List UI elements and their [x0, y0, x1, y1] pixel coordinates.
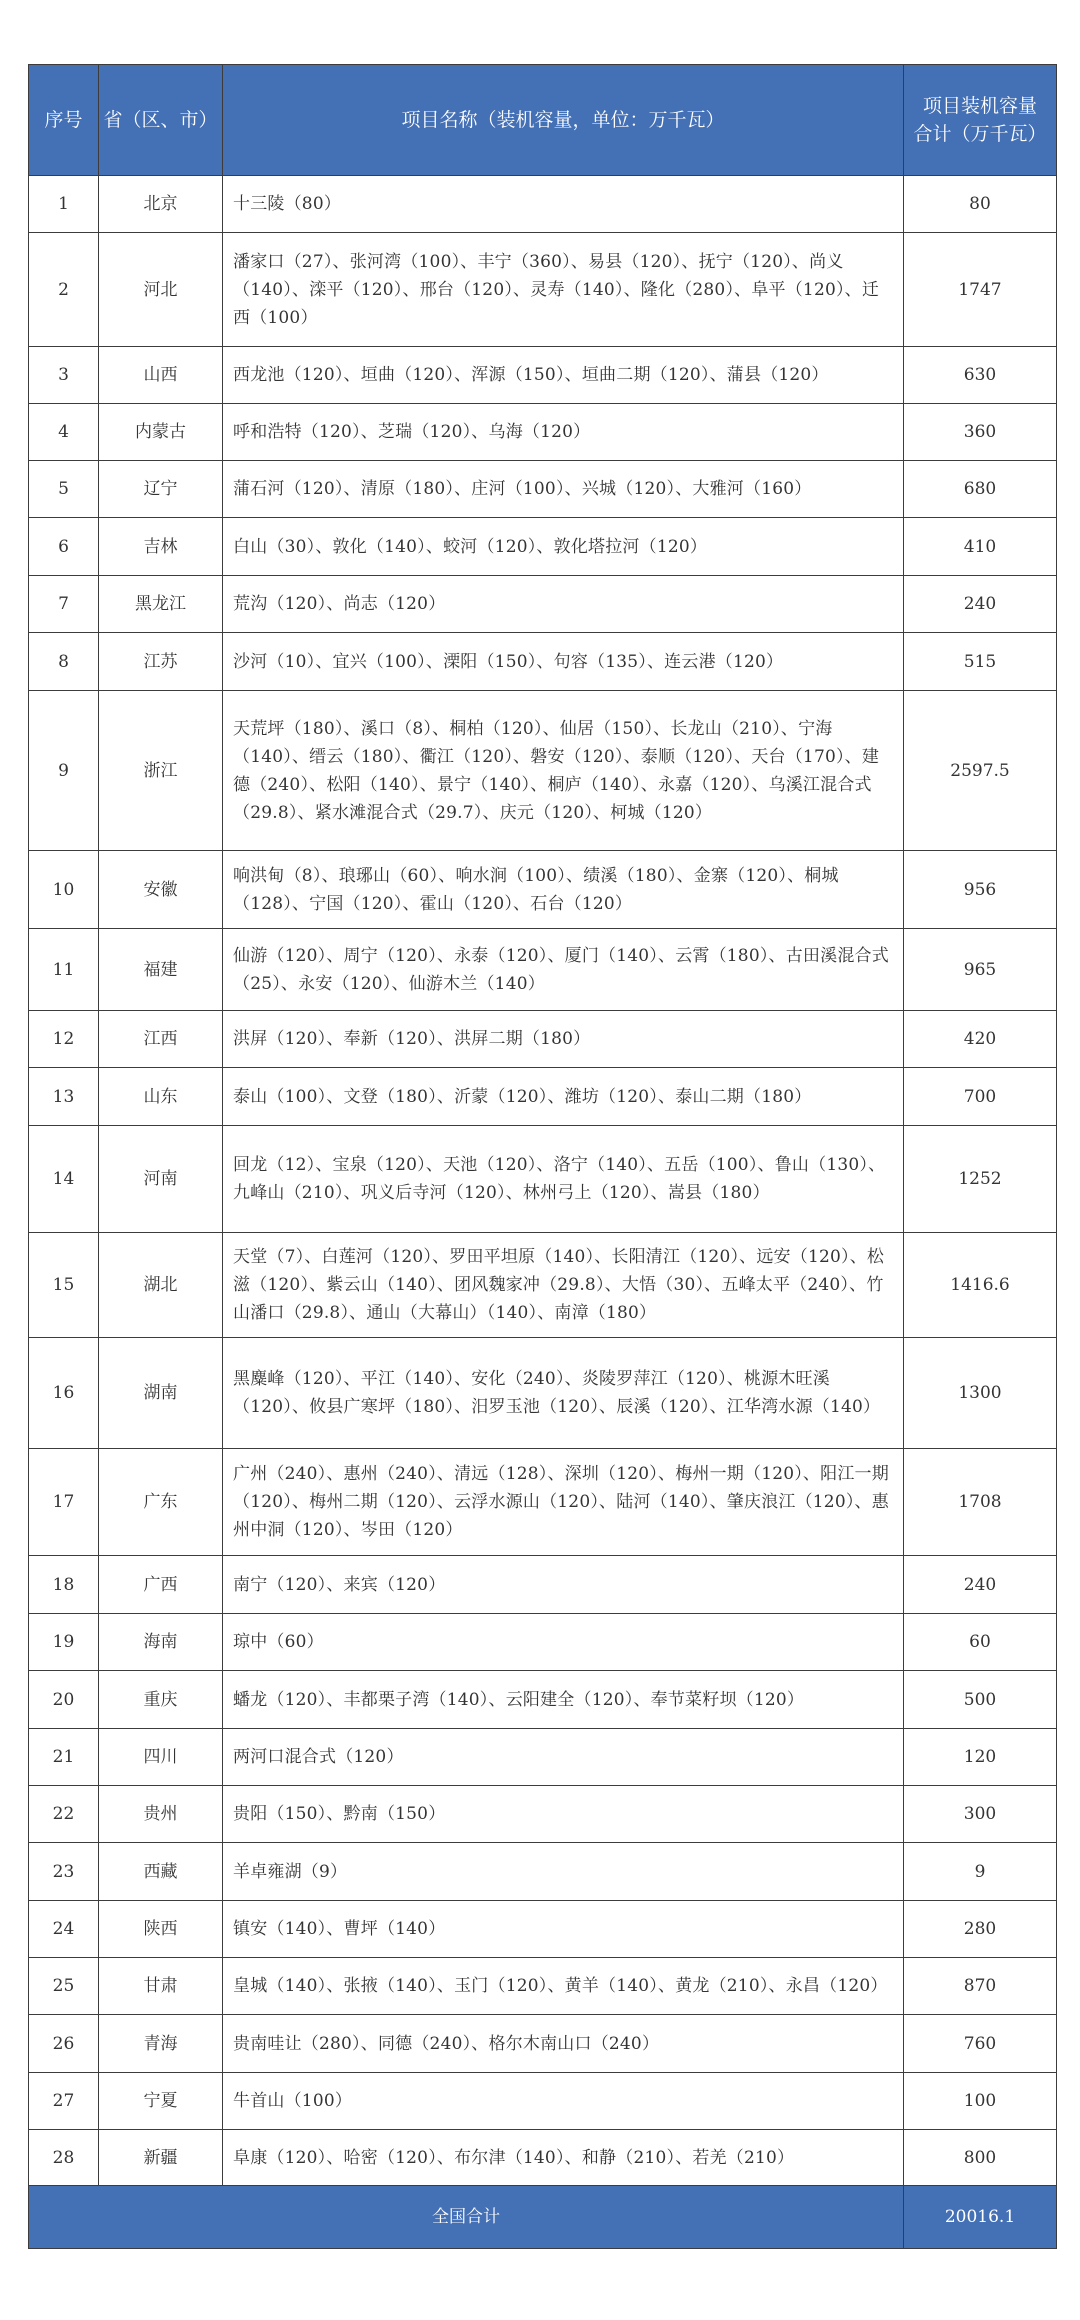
row-no: 25: [29, 1958, 99, 2015]
row-no: 2: [29, 233, 99, 347]
row-no: 26: [29, 2015, 99, 2073]
row-projects: 牛首山（100）: [223, 2073, 904, 2130]
table-row: [29, 1729, 1057, 1786]
footer-total: 20016.1: [904, 2186, 1057, 2249]
row-total: 700: [904, 1068, 1057, 1126]
row-total: 410: [904, 518, 1057, 576]
table-row: [29, 347, 1057, 404]
row-total: 240: [904, 576, 1057, 633]
row-no: 12: [29, 1011, 99, 1068]
table-footer-row: [29, 2186, 1057, 2249]
row-no: 5: [29, 461, 99, 518]
row-province: 福建: [99, 929, 223, 1011]
row-total: 360: [904, 404, 1057, 461]
header-total-line2: 合计（万千瓦）: [913, 123, 1047, 145]
row-total: 515: [904, 633, 1057, 691]
table-row: [29, 1068, 1057, 1126]
row-province: 广西: [99, 1556, 223, 1614]
row-projects: 皇城（140）、张掖（140）、玉门（120）、黄羊（140）、黄龙（210）、永昌（120）: [223, 1958, 904, 2015]
row-total: 630: [904, 347, 1057, 404]
row-province: 山东: [99, 1068, 223, 1126]
row-total: 120: [904, 1729, 1057, 1786]
table-row: [29, 1958, 1057, 2015]
row-total: 1416.6: [904, 1233, 1057, 1338]
row-projects: 仙游（120）、周宁（120）、永泰（120）、厦门（140）、云霄（180）、古田溪混合式（25）、永安（120）、仙游木兰（140）: [223, 929, 904, 1011]
table-body: [29, 176, 1057, 2186]
row-province: 贵州: [99, 1786, 223, 1843]
row-total: 1708: [904, 1449, 1057, 1556]
row-no: 20: [29, 1671, 99, 1729]
row-province: 辽宁: [99, 461, 223, 518]
pumped-storage-capacity-table: [28, 64, 1057, 2249]
row-projects: 荒沟（120）、尚志（120）: [223, 576, 904, 633]
table-row: [29, 851, 1057, 929]
row-total: 800: [904, 2130, 1057, 2186]
table-row: [29, 1671, 1057, 1729]
row-projects: 回龙（12）、宝泉（120）、天池（120）、洛宁（140）、五岳（100）、鲁山（130）、九峰山（210）、巩义后寺河（120）、林州弓上（120）、嵩县（180）: [223, 1126, 904, 1233]
row-projects: 两河口混合式（120）: [223, 1729, 904, 1786]
table-row: [29, 2015, 1057, 2073]
row-projects: 天荒坪（180）、溪口（8）、桐柏（120）、仙居（150）、长龙山（210）、宁海（140）、缙云（180）、衢江（120）、磐安（120）、泰顺（120）、天台（170）、建德（240）、松阳（140）、景宁（140）、桐庐（140）、永嘉（120）、乌溪江混合式（29.8）、紧水滩混合式（29.7）、庆元（120）、柯城（120）: [223, 691, 904, 851]
row-total: 100: [904, 2073, 1057, 2130]
table-row: [29, 1843, 1057, 1901]
row-province: 吉林: [99, 518, 223, 576]
row-total: 280: [904, 1901, 1057, 1958]
row-no: 10: [29, 851, 99, 929]
row-province: 新疆: [99, 2130, 223, 2186]
row-province: 山西: [99, 347, 223, 404]
row-total: 60: [904, 1614, 1057, 1671]
row-no: 22: [29, 1786, 99, 1843]
row-total: 80: [904, 176, 1057, 233]
header-total-line1: 项目装机容量: [922, 95, 1037, 117]
table-row: [29, 2073, 1057, 2130]
row-no: 6: [29, 518, 99, 576]
header-province: 省（区、市）: [99, 65, 223, 176]
row-province: 河北: [99, 233, 223, 347]
row-province: 青海: [99, 2015, 223, 2073]
row-province: 湖北: [99, 1233, 223, 1338]
row-no: 11: [29, 929, 99, 1011]
row-total: 300: [904, 1786, 1057, 1843]
row-total: 680: [904, 461, 1057, 518]
row-projects: 广州（240）、惠州（240）、清远（128）、深圳（120）、梅州一期（120）、阳江一期（120）、梅州二期（120）、云浮水源山（120）、陆河（140）、肇庆浪江（120）、惠州中洞（120）、岑田（120）: [223, 1449, 904, 1556]
row-projects: 天堂（7）、白莲河（120）、罗田平坦原（140）、长阳清江（120）、远安（120）、松滋（120）、紫云山（140）、团风魏家冲（29.8）、大悟（30）、五峰太平（240）、竹山潘口（29.8）、通山（大幕山）（140）、南漳（180）: [223, 1233, 904, 1338]
row-province: 安徽: [99, 851, 223, 929]
row-projects: 沙河（10）、宜兴（100）、溧阳（150）、句容（135）、连云港（120）: [223, 633, 904, 691]
row-projects: 白山（30）、敦化（140）、蛟河（120）、敦化塔拉河（120）: [223, 518, 904, 576]
row-no: 23: [29, 1843, 99, 1901]
row-projects: 西龙池（120）、垣曲（120）、浑源（150）、垣曲二期（120）、蒲县（120）: [223, 347, 904, 404]
row-total: 1252: [904, 1126, 1057, 1233]
row-province: 四川: [99, 1729, 223, 1786]
row-no: 17: [29, 1449, 99, 1556]
row-no: 16: [29, 1338, 99, 1449]
table-row: [29, 691, 1057, 851]
row-projects: 琼中（60）: [223, 1614, 904, 1671]
table-row: [29, 1786, 1057, 1843]
row-total: 2597.5: [904, 691, 1057, 851]
row-projects: 响洪甸（8）、琅琊山（60）、响水涧（100）、绩溪（180）、金寨（120）、桐城（128）、宁国（120）、霍山（120）、石台（120）: [223, 851, 904, 929]
table-row: [29, 1233, 1057, 1338]
row-total: 956: [904, 851, 1057, 929]
row-total: 870: [904, 1958, 1057, 2015]
row-province: 海南: [99, 1614, 223, 1671]
footer-label: 全国合计: [29, 2186, 904, 2249]
table-row: [29, 633, 1057, 691]
table-header-row: [29, 65, 1057, 176]
row-no: 7: [29, 576, 99, 633]
header-projects: 项目名称（装机容量，单位：万千瓦）: [223, 65, 904, 176]
row-province: 河南: [99, 1126, 223, 1233]
table-row: [29, 1901, 1057, 1958]
table-row: [29, 404, 1057, 461]
row-total: 965: [904, 929, 1057, 1011]
row-no: 3: [29, 347, 99, 404]
row-no: 1: [29, 176, 99, 233]
row-projects: 潘家口（27）、张河湾（100）、丰宁（360）、易县（120）、抚宁（120）、尚义（140）、滦平（120）、邢台（120）、灵寿（140）、隆化（280）、阜平（120）、迁西（100）: [223, 233, 904, 347]
row-total: 1300: [904, 1338, 1057, 1449]
table-row: [29, 1449, 1057, 1556]
row-no: 27: [29, 2073, 99, 2130]
table-row: [29, 233, 1057, 347]
row-province: 黑龙江: [99, 576, 223, 633]
table-row: [29, 1614, 1057, 1671]
row-total: 760: [904, 2015, 1057, 2073]
table-row: [29, 576, 1057, 633]
row-no: 8: [29, 633, 99, 691]
row-no: 21: [29, 1729, 99, 1786]
row-projects: 阜康（120）、哈密（120）、布尔津（140）、和静（210）、若羌（210）: [223, 2130, 904, 2186]
row-projects: 泰山（100）、文登（180）、沂蒙（120）、潍坊（120）、泰山二期（180）: [223, 1068, 904, 1126]
row-province: 内蒙古: [99, 404, 223, 461]
row-projects: 十三陵（80）: [223, 176, 904, 233]
row-no: 18: [29, 1556, 99, 1614]
row-province: 江苏: [99, 633, 223, 691]
table-row: [29, 1011, 1057, 1068]
row-total: 9: [904, 1843, 1057, 1901]
row-no: 19: [29, 1614, 99, 1671]
row-projects: 贵南哇让（280）、同德（240）、格尔木南山口（240）: [223, 2015, 904, 2073]
table-row: [29, 461, 1057, 518]
row-projects: 黑麋峰（120）、平江（140）、安化（240）、炎陵罗萍江（120）、桃源木旺溪（120）、攸县广寒坪（180）、汨罗玉池（120）、辰溪（120）、江华湾水源（140）: [223, 1338, 904, 1449]
row-projects: 贵阳（150）、黔南（150）: [223, 1786, 904, 1843]
row-total: 500: [904, 1671, 1057, 1729]
row-province: 江西: [99, 1011, 223, 1068]
table-row: [29, 2130, 1057, 2186]
row-projects: 南宁（120）、来宾（120）: [223, 1556, 904, 1614]
row-projects: 镇安（140）、曹坪（140）: [223, 1901, 904, 1958]
row-projects: 羊卓雍湖（9）: [223, 1843, 904, 1901]
row-province: 重庆: [99, 1671, 223, 1729]
row-total: 1747: [904, 233, 1057, 347]
table-row: [29, 518, 1057, 576]
table-row: [29, 929, 1057, 1011]
row-no: 4: [29, 404, 99, 461]
row-projects: 洪屏（120）、奉新（120）、洪屏二期（180）: [223, 1011, 904, 1068]
table-row: [29, 1556, 1057, 1614]
header-no: 序号: [29, 65, 99, 176]
row-province: 甘肃: [99, 1958, 223, 2015]
row-projects: 呼和浩特（120）、芝瑞（120）、乌海（120）: [223, 404, 904, 461]
row-province: 西藏: [99, 1843, 223, 1901]
row-no: 24: [29, 1901, 99, 1958]
header-total: [904, 65, 1057, 176]
row-no: 14: [29, 1126, 99, 1233]
table-row: [29, 176, 1057, 233]
row-province: 广东: [99, 1449, 223, 1556]
row-province: 宁夏: [99, 2073, 223, 2130]
row-province: 陕西: [99, 1901, 223, 1958]
row-no: 13: [29, 1068, 99, 1126]
row-province: 浙江: [99, 691, 223, 851]
row-total: 420: [904, 1011, 1057, 1068]
row-province: 湖南: [99, 1338, 223, 1449]
row-projects: 蟠龙（120）、丰都栗子湾（140）、云阳建全（120）、奉节菜籽坝（120）: [223, 1671, 904, 1729]
row-province: 北京: [99, 176, 223, 233]
row-no: 9: [29, 691, 99, 851]
row-projects: 蒲石河（120）、清原（180）、庄河（100）、兴城（120）、大雅河（160）: [223, 461, 904, 518]
row-no: 28: [29, 2130, 99, 2186]
table-row: [29, 1338, 1057, 1449]
table-row: [29, 1126, 1057, 1233]
row-total: 240: [904, 1556, 1057, 1614]
row-no: 15: [29, 1233, 99, 1338]
